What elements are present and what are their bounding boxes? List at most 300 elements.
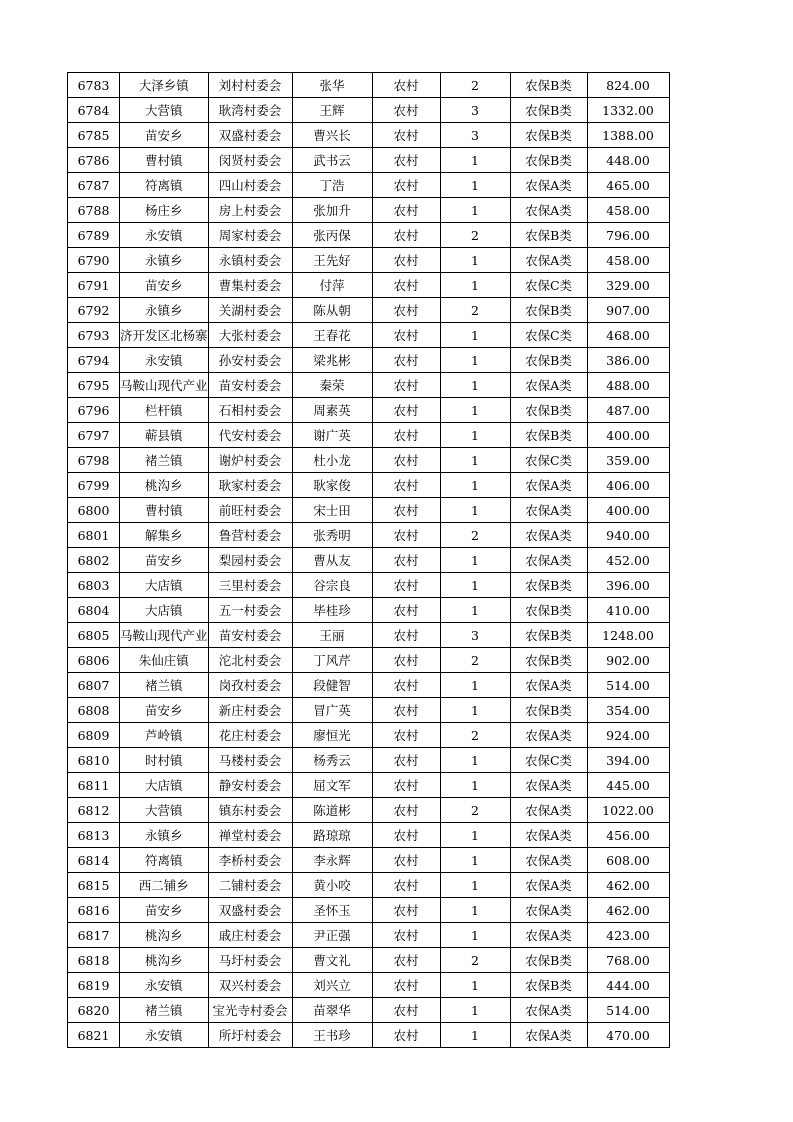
insurance-class-cell: 农保B类	[510, 948, 587, 973]
insurance-class-cell: 农保A类	[510, 198, 587, 223]
name-cell: 陈从朝	[292, 298, 372, 323]
village-committee-cell: 沱北村委会	[208, 648, 292, 673]
town-cell: 苗安乡	[120, 698, 209, 723]
amount-cell: 354.00	[587, 698, 669, 723]
village-committee-cell: 苗安村委会	[208, 373, 292, 398]
row-id-cell: 6793	[68, 323, 120, 348]
amount-cell: 329.00	[587, 273, 669, 298]
amount-cell: 924.00	[587, 723, 669, 748]
table-row	[68, 73, 670, 98]
row-id-cell: 6803	[68, 573, 120, 598]
town-cell: 永安镇	[120, 973, 209, 998]
village-committee-cell: 石相村委会	[208, 398, 292, 423]
village-committee-cell: 三里村委会	[208, 573, 292, 598]
name-cell: 武书云	[292, 148, 372, 173]
table-row	[68, 648, 670, 673]
name-cell: 杨秀云	[292, 748, 372, 773]
table-row	[68, 398, 670, 423]
row-id-cell: 6810	[68, 748, 120, 773]
insurance-class-cell: 农保B类	[510, 398, 587, 423]
row-id-cell: 6807	[68, 673, 120, 698]
table-row	[68, 798, 670, 823]
amount-cell: 468.00	[587, 323, 669, 348]
village-committee-cell: 耿家村委会	[208, 473, 292, 498]
village-committee-cell: 双盛村委会	[208, 898, 292, 923]
row-id-cell: 6805	[68, 623, 120, 648]
name-cell: 苗翠华	[292, 998, 372, 1023]
table-row	[68, 873, 670, 898]
amount-cell: 1332.00	[587, 98, 669, 123]
amount-cell: 768.00	[587, 948, 669, 973]
insurance-class-cell: 农保A类	[510, 923, 587, 948]
village-committee-cell: 刘村村委会	[208, 73, 292, 98]
name-cell: 段健智	[292, 673, 372, 698]
village-committee-cell: 双盛村委会	[208, 123, 292, 148]
amount-cell: 410.00	[587, 598, 669, 623]
data-table	[67, 72, 670, 1048]
village-committee-cell: 马楼村委会	[208, 748, 292, 773]
household-type-cell: 农村	[372, 848, 440, 873]
count-cell: 1	[440, 448, 510, 473]
village-committee-cell: 新庄村委会	[208, 698, 292, 723]
village-committee-cell: 房上村委会	[208, 198, 292, 223]
insurance-class-cell: 农保A类	[510, 873, 587, 898]
town-cell: 大店镇	[120, 598, 209, 623]
table-row	[68, 773, 670, 798]
count-cell: 1	[440, 848, 510, 873]
insurance-class-cell: 农保A类	[510, 548, 587, 573]
household-type-cell: 农村	[372, 373, 440, 398]
village-committee-cell: 周家村委会	[208, 223, 292, 248]
count-cell: 1	[440, 873, 510, 898]
village-committee-cell: 代安村委会	[208, 423, 292, 448]
amount-cell: 465.00	[587, 173, 669, 198]
village-committee-cell: 永镇村委会	[208, 248, 292, 273]
insurance-class-cell: 农保B类	[510, 348, 587, 373]
name-cell: 丁浩	[292, 173, 372, 198]
insurance-class-cell: 农保A类	[510, 1023, 587, 1048]
village-committee-cell: 闵贤村委会	[208, 148, 292, 173]
name-cell: 王辉	[292, 98, 372, 123]
name-cell: 冒广英	[292, 698, 372, 723]
name-cell: 梁兆彬	[292, 348, 372, 373]
insurance-class-cell: 农保B类	[510, 648, 587, 673]
count-cell: 3	[440, 123, 510, 148]
count-cell: 2	[440, 73, 510, 98]
table-row	[68, 248, 670, 273]
name-cell: 毕桂珍	[292, 598, 372, 623]
village-committee-cell: 四山村委会	[208, 173, 292, 198]
town-cell: 大店镇	[120, 773, 209, 798]
table-row	[68, 623, 670, 648]
household-type-cell: 农村	[372, 998, 440, 1023]
row-id-cell: 6804	[68, 598, 120, 623]
count-cell: 3	[440, 623, 510, 648]
row-id-cell: 6818	[68, 948, 120, 973]
household-type-cell: 农村	[372, 248, 440, 273]
town-cell: 芦岭镇	[120, 723, 209, 748]
village-committee-cell: 镇东村委会	[208, 798, 292, 823]
household-type-cell: 农村	[372, 898, 440, 923]
amount-cell: 406.00	[587, 473, 669, 498]
row-id-cell: 6800	[68, 498, 120, 523]
row-id-cell: 6792	[68, 298, 120, 323]
row-id-cell: 6808	[68, 698, 120, 723]
household-type-cell: 农村	[372, 948, 440, 973]
table-row	[68, 423, 670, 448]
village-committee-cell: 鲁营村委会	[208, 523, 292, 548]
table-row	[68, 598, 670, 623]
household-type-cell: 农村	[372, 598, 440, 623]
insurance-class-cell: 农保B类	[510, 698, 587, 723]
amount-cell: 394.00	[587, 748, 669, 773]
name-cell: 黄小咬	[292, 873, 372, 898]
name-cell: 付萍	[292, 273, 372, 298]
name-cell: 张秀明	[292, 523, 372, 548]
town-cell: 大泽乡镇	[120, 73, 209, 98]
household-type-cell: 农村	[372, 273, 440, 298]
household-type-cell: 农村	[372, 723, 440, 748]
name-cell: 曹从友	[292, 548, 372, 573]
town-cell: 曹村镇	[120, 148, 209, 173]
count-cell: 1	[440, 573, 510, 598]
name-cell: 曹兴长	[292, 123, 372, 148]
amount-cell: 400.00	[587, 423, 669, 448]
count-cell: 1	[440, 423, 510, 448]
town-cell: 桃沟乡	[120, 948, 209, 973]
village-committee-cell: 谢炉村委会	[208, 448, 292, 473]
table-row	[68, 698, 670, 723]
town-cell: 永安镇	[120, 348, 209, 373]
row-id-cell: 6791	[68, 273, 120, 298]
town-cell: 杨庄乡	[120, 198, 209, 223]
row-id-cell: 6819	[68, 973, 120, 998]
amount-cell: 940.00	[587, 523, 669, 548]
household-type-cell: 农村	[372, 698, 440, 723]
insurance-class-cell: 农保B类	[510, 423, 587, 448]
table-row	[68, 923, 670, 948]
insurance-class-cell: 农保B类	[510, 623, 587, 648]
name-cell: 王春花	[292, 323, 372, 348]
name-cell: 李永辉	[292, 848, 372, 873]
table-row	[68, 198, 670, 223]
table-row	[68, 123, 670, 148]
row-id-cell: 6811	[68, 773, 120, 798]
count-cell: 1	[440, 698, 510, 723]
count-cell: 2	[440, 648, 510, 673]
name-cell: 周素英	[292, 398, 372, 423]
row-id-cell: 6809	[68, 723, 120, 748]
table-row	[68, 98, 670, 123]
count-cell: 1	[440, 998, 510, 1023]
row-id-cell: 6816	[68, 898, 120, 923]
table-row	[68, 498, 670, 523]
count-cell: 1	[440, 1023, 510, 1048]
table-row	[68, 473, 670, 498]
name-cell: 杜小龙	[292, 448, 372, 473]
village-committee-cell: 花庄村委会	[208, 723, 292, 748]
insurance-class-cell: 农保A类	[510, 798, 587, 823]
name-cell: 屈文军	[292, 773, 372, 798]
amount-cell: 796.00	[587, 223, 669, 248]
count-cell: 1	[440, 198, 510, 223]
row-id-cell: 6812	[68, 798, 120, 823]
household-type-cell: 农村	[372, 823, 440, 848]
town-cell: 蕲县镇	[120, 423, 209, 448]
town-cell: 苗安乡	[120, 123, 209, 148]
insurance-class-cell: 农保B类	[510, 123, 587, 148]
insurance-class-cell: 农保A类	[510, 823, 587, 848]
insurance-class-cell: 农保A类	[510, 498, 587, 523]
table-body	[68, 73, 670, 1048]
town-cell: 永安镇	[120, 223, 209, 248]
table-row	[68, 848, 670, 873]
village-committee-cell: 马圩村委会	[208, 948, 292, 973]
name-cell: 曹文礼	[292, 948, 372, 973]
row-id-cell: 6789	[68, 223, 120, 248]
insurance-class-cell: 农保B类	[510, 223, 587, 248]
household-type-cell: 农村	[372, 398, 440, 423]
town-cell: 桃沟乡	[120, 923, 209, 948]
insurance-class-cell: 农保A类	[510, 173, 587, 198]
town-cell: 大店镇	[120, 573, 209, 598]
household-type-cell: 农村	[372, 223, 440, 248]
amount-cell: 1248.00	[587, 623, 669, 648]
town-cell: 栏杆镇	[120, 398, 209, 423]
row-id-cell: 6784	[68, 98, 120, 123]
town-cell: 褚兰镇	[120, 448, 209, 473]
amount-cell: 462.00	[587, 898, 669, 923]
amount-cell: 514.00	[587, 673, 669, 698]
insurance-class-cell: 农保A类	[510, 373, 587, 398]
village-committee-cell: 苗安村委会	[208, 623, 292, 648]
village-committee-cell: 二铺村委会	[208, 873, 292, 898]
count-cell: 1	[440, 898, 510, 923]
count-cell: 1	[440, 348, 510, 373]
row-id-cell: 6783	[68, 73, 120, 98]
table-row	[68, 948, 670, 973]
village-committee-cell: 关湖村委会	[208, 298, 292, 323]
table-row	[68, 973, 670, 998]
insurance-class-cell: 农保C类	[510, 448, 587, 473]
count-cell: 1	[440, 473, 510, 498]
row-id-cell: 6795	[68, 373, 120, 398]
household-type-cell: 农村	[372, 473, 440, 498]
household-type-cell: 农村	[372, 573, 440, 598]
amount-cell: 608.00	[587, 848, 669, 873]
town-cell: 马鞍山现代产业	[120, 373, 209, 398]
row-id-cell: 6797	[68, 423, 120, 448]
household-type-cell: 农村	[372, 173, 440, 198]
insurance-class-cell: 农保C类	[510, 273, 587, 298]
insurance-class-cell: 农保A类	[510, 848, 587, 873]
insurance-class-cell: 农保C类	[510, 323, 587, 348]
town-cell: 褚兰镇	[120, 998, 209, 1023]
row-id-cell: 6799	[68, 473, 120, 498]
insurance-class-cell: 农保A类	[510, 998, 587, 1023]
row-id-cell: 6821	[68, 1023, 120, 1048]
insurance-class-cell: 农保A类	[510, 723, 587, 748]
amount-cell: 824.00	[587, 73, 669, 98]
table-row	[68, 273, 670, 298]
amount-cell: 458.00	[587, 248, 669, 273]
count-cell: 1	[440, 273, 510, 298]
town-cell: 永镇乡	[120, 248, 209, 273]
row-id-cell: 6814	[68, 848, 120, 873]
row-id-cell: 6785	[68, 123, 120, 148]
town-cell: 永镇乡	[120, 823, 209, 848]
amount-cell: 386.00	[587, 348, 669, 373]
household-type-cell: 农村	[372, 498, 440, 523]
count-cell: 1	[440, 323, 510, 348]
household-type-cell: 农村	[372, 523, 440, 548]
amount-cell: 359.00	[587, 448, 669, 473]
count-cell: 2	[440, 948, 510, 973]
amount-cell: 1388.00	[587, 123, 669, 148]
table-row	[68, 173, 670, 198]
household-type-cell: 农村	[372, 1023, 440, 1048]
amount-cell: 487.00	[587, 398, 669, 423]
village-committee-cell: 宝光寺村委会	[208, 998, 292, 1023]
name-cell: 路琼琼	[292, 823, 372, 848]
village-committee-cell: 禅堂村委会	[208, 823, 292, 848]
row-id-cell: 6801	[68, 523, 120, 548]
amount-cell: 462.00	[587, 873, 669, 898]
town-cell: 解集乡	[120, 523, 209, 548]
town-cell: 大营镇	[120, 98, 209, 123]
village-committee-cell: 双兴村委会	[208, 973, 292, 998]
table-row	[68, 998, 670, 1023]
town-cell: 曹村镇	[120, 498, 209, 523]
insurance-class-cell: 农保A类	[510, 773, 587, 798]
count-cell: 1	[440, 973, 510, 998]
village-committee-cell: 曹集村委会	[208, 273, 292, 298]
table-row	[68, 723, 670, 748]
count-cell: 1	[440, 373, 510, 398]
amount-cell: 907.00	[587, 298, 669, 323]
town-cell: 马鞍山现代产业	[120, 623, 209, 648]
name-cell: 廖恒光	[292, 723, 372, 748]
insurance-class-cell: 农保A类	[510, 898, 587, 923]
row-id-cell: 6787	[68, 173, 120, 198]
town-cell: 西二铺乡	[120, 873, 209, 898]
table-row	[68, 373, 670, 398]
insurance-class-cell: 农保B类	[510, 98, 587, 123]
household-type-cell: 农村	[372, 448, 440, 473]
insurance-class-cell: 农保B类	[510, 73, 587, 98]
village-committee-cell: 所圩村委会	[208, 1023, 292, 1048]
table-row	[68, 1023, 670, 1048]
household-type-cell: 农村	[372, 423, 440, 448]
insurance-class-cell: 农保B类	[510, 598, 587, 623]
name-cell: 王书珍	[292, 1023, 372, 1048]
household-type-cell: 农村	[372, 298, 440, 323]
village-committee-cell: 梨园村委会	[208, 548, 292, 573]
household-type-cell: 农村	[372, 648, 440, 673]
count-cell: 1	[440, 148, 510, 173]
town-cell: 朱仙庄镇	[120, 648, 209, 673]
row-id-cell: 6813	[68, 823, 120, 848]
village-committee-cell: 岗孜村委会	[208, 673, 292, 698]
name-cell: 秦荣	[292, 373, 372, 398]
name-cell: 刘兴立	[292, 973, 372, 998]
household-type-cell: 农村	[372, 673, 440, 698]
table-row	[68, 748, 670, 773]
count-cell: 1	[440, 398, 510, 423]
household-type-cell: 农村	[372, 873, 440, 898]
count-cell: 1	[440, 498, 510, 523]
amount-cell: 456.00	[587, 823, 669, 848]
count-cell: 1	[440, 748, 510, 773]
village-committee-cell: 大张村委会	[208, 323, 292, 348]
count-cell: 1	[440, 823, 510, 848]
town-cell: 褚兰镇	[120, 673, 209, 698]
name-cell: 宋士田	[292, 498, 372, 523]
name-cell: 丁风芹	[292, 648, 372, 673]
amount-cell: 514.00	[587, 998, 669, 1023]
amount-cell: 458.00	[587, 198, 669, 223]
household-type-cell: 农村	[372, 623, 440, 648]
insurance-class-cell: 农保C类	[510, 748, 587, 773]
household-type-cell: 农村	[372, 98, 440, 123]
count-cell: 2	[440, 523, 510, 548]
insurance-class-cell: 农保A类	[510, 473, 587, 498]
town-cell: 永镇乡	[120, 298, 209, 323]
table-row	[68, 323, 670, 348]
town-cell: 桃沟乡	[120, 473, 209, 498]
town-cell: 苗安乡	[120, 273, 209, 298]
town-cell: 大营镇	[120, 798, 209, 823]
row-id-cell: 6786	[68, 148, 120, 173]
town-cell: 符离镇	[120, 173, 209, 198]
row-id-cell: 6790	[68, 248, 120, 273]
amount-cell: 423.00	[587, 923, 669, 948]
town-cell: 济开发区北杨寨	[120, 323, 209, 348]
village-committee-cell: 静安村委会	[208, 773, 292, 798]
name-cell: 圣怀玉	[292, 898, 372, 923]
name-cell: 耿家俊	[292, 473, 372, 498]
row-id-cell: 6802	[68, 548, 120, 573]
village-committee-cell: 五一村委会	[208, 598, 292, 623]
table-row	[68, 223, 670, 248]
household-type-cell: 农村	[372, 923, 440, 948]
town-cell: 永安镇	[120, 1023, 209, 1048]
row-id-cell: 6794	[68, 348, 120, 373]
insurance-class-cell: 农保B类	[510, 148, 587, 173]
row-id-cell: 6806	[68, 648, 120, 673]
insurance-class-cell: 农保B类	[510, 298, 587, 323]
table-row	[68, 673, 670, 698]
table-row	[68, 448, 670, 473]
row-id-cell: 6798	[68, 448, 120, 473]
insurance-class-cell: 农保B类	[510, 973, 587, 998]
town-cell: 时村镇	[120, 748, 209, 773]
count-cell: 3	[440, 98, 510, 123]
count-cell: 2	[440, 798, 510, 823]
row-id-cell: 6820	[68, 998, 120, 1023]
amount-cell: 902.00	[587, 648, 669, 673]
village-committee-cell: 孙安村委会	[208, 348, 292, 373]
table-row	[68, 523, 670, 548]
table-row	[68, 548, 670, 573]
household-type-cell: 农村	[372, 73, 440, 98]
row-id-cell: 6817	[68, 923, 120, 948]
count-cell: 1	[440, 548, 510, 573]
name-cell: 谷宗良	[292, 573, 372, 598]
amount-cell: 470.00	[587, 1023, 669, 1048]
village-committee-cell: 耿湾村委会	[208, 98, 292, 123]
amount-cell: 448.00	[587, 148, 669, 173]
